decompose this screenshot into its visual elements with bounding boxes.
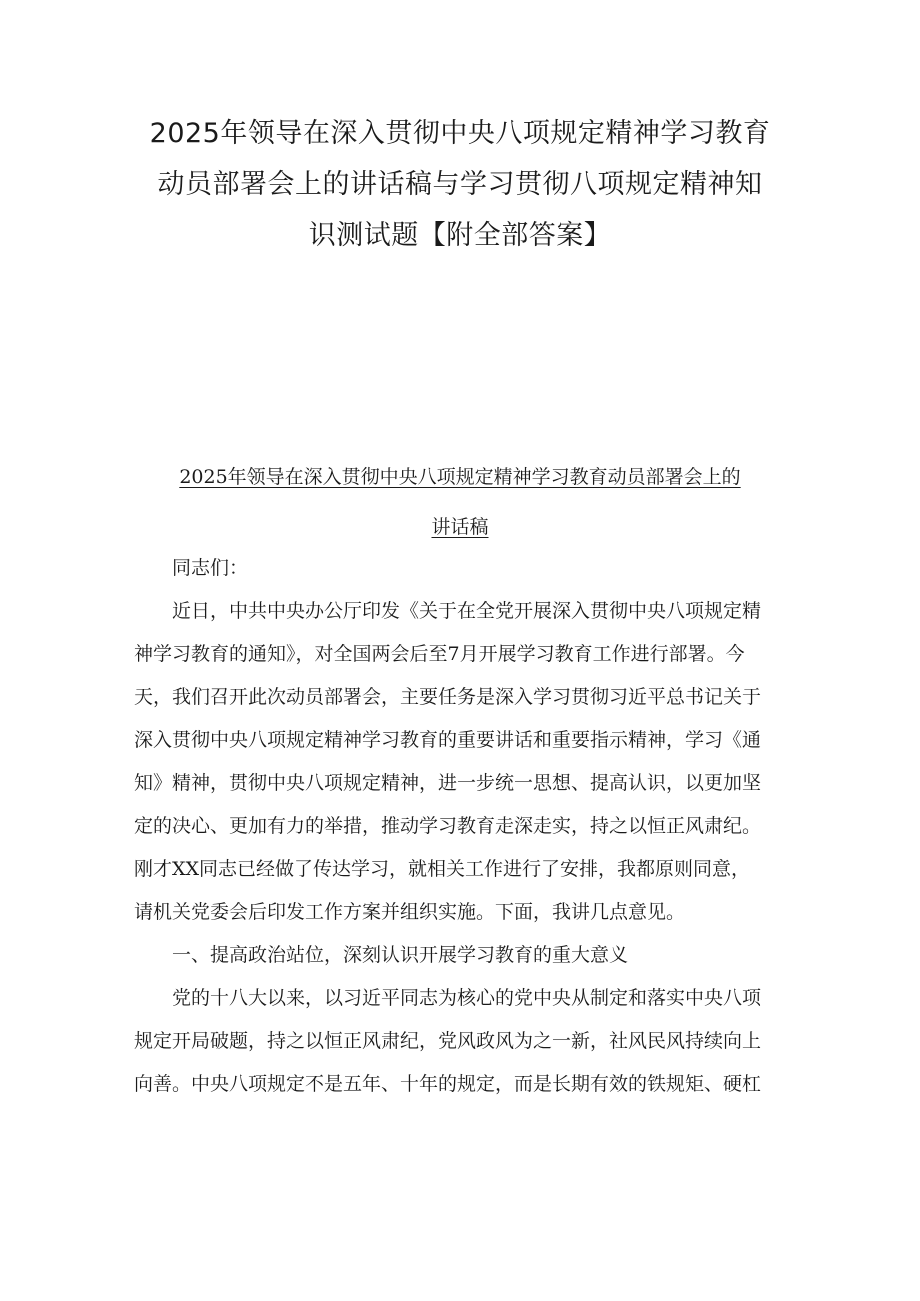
paragraph-line: 天，我们召开此次动员部署会，主要任务是深入学习贯彻习近平总书记关于 <box>134 686 762 708</box>
body-text <box>134 547 794 1106</box>
paragraph-line: 请机关党委会后印发工作方案并组织实施。下面，我讲几点意见。 <box>134 901 686 923</box>
paragraph-line: 深入贯彻中央八项规定精神学习教育的重要讲话和重要指示精神，学习《通 <box>134 729 762 751</box>
salutation: 同志们： <box>172 557 249 579</box>
section-heading <box>100 452 820 552</box>
document-title <box>120 108 800 261</box>
paragraph-line: 定的决心、更加有力的举措，推动学习教育走深走实，持之以恒正风肃纪。 <box>134 815 762 837</box>
paragraph-line: 近日，中共中央办公厅印发《关于在全党开展深入贯彻中央八项规定精 <box>172 600 762 622</box>
section-heading-line-2: 讲话稿 <box>431 516 489 538</box>
title-line-2: 动员部署会上的讲话稿与学习贯彻八项规定精神知 <box>157 169 763 200</box>
title-line-3: 识测试题【附全部答案】 <box>308 220 612 251</box>
paragraph-line: 党的十八大以来，以习近平同志为核心的党中央从制定和落实中央八项 <box>172 987 762 1009</box>
paragraph-line: 神学习教育的通知》，对全国两会后至7月开展学习教育工作进行部署。今 <box>134 643 745 665</box>
paragraph-line: 刚才XX同志已经做了传达学习，就相关工作进行了安排，我都原则同意， <box>134 858 751 880</box>
paragraph-line: 知》精神，贯彻中央八项规定精神，进一步统一思想、提高认识，以更加坚 <box>134 772 762 794</box>
title-line-1: 2025年领导在深入贯彻中央八项规定精神学习教育 <box>149 118 771 149</box>
paragraph-line: 向善。中央八项规定不是五年、十年的规定，而是长期有效的铁规矩、硬杠 <box>134 1073 762 1095</box>
section-heading-line-1: 2025年领导在深入贯彻中央八项规定精神学习教育动员部署会上的 <box>179 466 741 488</box>
paragraph-line: 规定开局破题，持之以恒正风肃纪，党风政风为之一新，社风民风持续向上 <box>134 1030 762 1052</box>
subheading-1: 一、提高政治站位，深刻认识开展学习教育的重大意义 <box>172 944 629 966</box>
